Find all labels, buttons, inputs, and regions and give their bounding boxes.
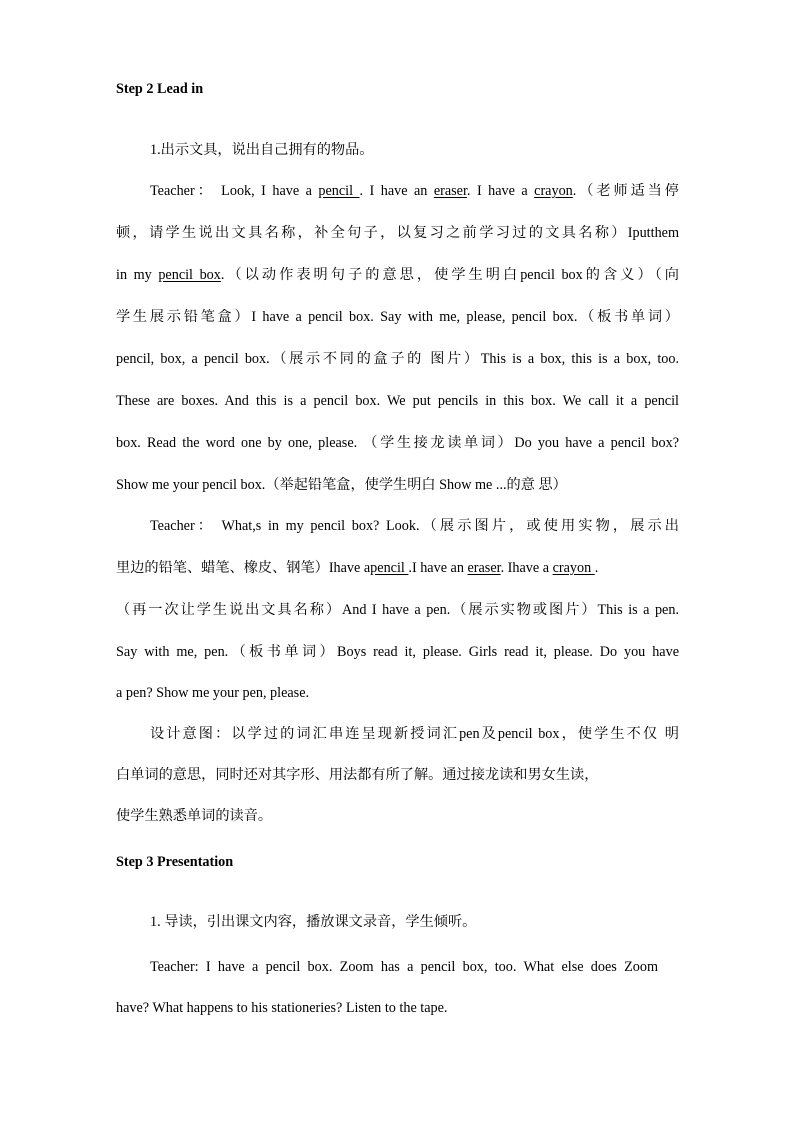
- step3-heading: Step 3 Presentation: [116, 854, 234, 870]
- step2-p2-line4: Say with me, pen.（板书单词）Boys read it, please. Girls read it, please. Do you have: [116, 644, 679, 660]
- step2-p2-line2: 里边的铅笔、蜡笔、橡皮、钢笔）Ihave apencil .I have an eraser. Ihave a crayon .: [116, 560, 599, 576]
- design-intent-line2: 白单词的意思，同时还对其字形、用法都有所了解。通过接龙读和男女生读，: [116, 767, 599, 783]
- design-intent-line1: 设计意图：以学过的词汇串连呈现新授词汇pen及pencil box，使学生不仅 明: [150, 726, 679, 742]
- step3-p1-line2: have? What happens to his stationeries? Listen to the tape.: [116, 1000, 448, 1016]
- step2-p1-line8: Show me your pencil box.（举起铅笔盒，使学生明白 Show me ...的意 思）: [116, 477, 567, 493]
- step2-p1-line6: These are boxes. And this is a pencil box. We put pencils in this box. We call it a pencil: [116, 393, 679, 409]
- step2-p2-line5: a pen? Show me your pen, please.: [116, 685, 310, 701]
- step2-heading: Step 2 Lead in: [116, 81, 204, 97]
- step3-p1-line1: Teacher: I have a pencil box. Zoom has a pencil box, too. What else does Zoom: [150, 959, 658, 975]
- step2-p2-line1: Teacher： What,s in my pencil box? Look.（展示图片，或使用实物，展示出: [150, 518, 679, 534]
- step2-p1-line5: pencil, box, a pencil box.（展示不同的盒子的 图片）This is a box, this is a box, too.: [116, 351, 679, 367]
- step2-p1-line2: 顿，请学生说出文具名称，补全句子，以复习之前学习过的文具名称）Iputthem: [116, 225, 679, 241]
- design-intent-line3: 使学生熟悉单词的读音。: [116, 808, 273, 824]
- step2-p2-line3: （再一次让学生说出文具名称）And I have a pen.（展示实物或图片）This is a pen.: [116, 602, 679, 618]
- step2-item1: 1.出示文具，说出自己拥有的物品。: [150, 142, 374, 158]
- step2-p1-line3: in my pencil box.（以动作表明句子的意思，使学生明白pencil box的含义）（向: [116, 267, 679, 283]
- step2-p1-line4: 学生展示铅笔盒）I have a pencil box. Say with me, please, pencil box.（板书单词）: [116, 309, 679, 325]
- step2-p1-line1: Teacher： Look, I have a pencil . I have an eraser. I have a crayon.（老师适当停: [150, 183, 679, 199]
- step3-item1: 1. 导读，引出课文内容，播放课文录音，学生倾听。: [150, 914, 477, 930]
- step2-p1-line7: box. Read the word one by one, please. （学生接龙读单词）Do you have a pencil box?: [116, 435, 679, 451]
